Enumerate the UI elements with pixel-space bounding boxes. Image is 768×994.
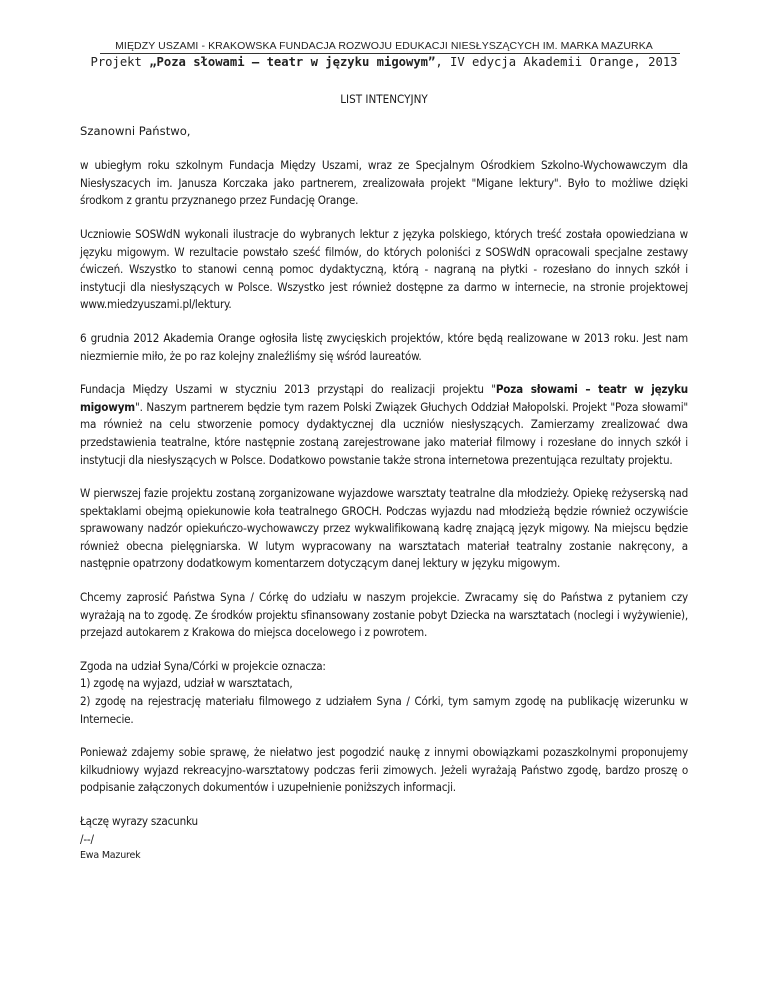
letter-body [80, 91, 688, 864]
signature-mark: /--/ [80, 831, 94, 846]
project-prefix: Projekt [90, 55, 150, 69]
paragraph-4-start: Fundacja Między Uszami w styczniu 2013 przystąpi do realizacji projektu " [80, 382, 496, 397]
closing-block [80, 813, 688, 864]
consent-item-2: 2) zgodę na rejestrację materiału filmowego z udziałem Syna / Córki, tym samym zgodę na publikację wizerunku w Internecie. [80, 694, 688, 726]
organization-header: MIĘDZY USZAMI - KRAKOWSKA FUNDACJA ROZWOJU EDUKACJI NIESŁYSZĄCYCH IM. MARKA MAZURKA [115, 40, 653, 52]
letter-title: LIST INTENCYJNY [340, 92, 428, 106]
paragraph-4-end: ". Naszym partnerem będzie tym razem Polski Związek Głuchych Oddział Małopolski. Projekt "Poza słowami" ma również na celu stworzenie pomocy dydaktycznej dla uczniów niesłyszących. Zamierzamy zrealizować dwa przedstawienia teatralne, które następnie zostaną zarejestrowane jako materiał filmowy i rozesłane do innych szkół i instytucji dla niesłyszących w Polsce. Dodatkowo powstanie także strona internetowa prezentująca rezultaty projektu. [80, 399, 688, 467]
signer-name: Ewa Mazurek [80, 850, 141, 862]
project-name-bold: Poza słowami – teatr w języku migowym [80, 382, 688, 414]
project-title: „Poza słowami – teatr w języku migowym” [149, 55, 436, 69]
consent-item-1: 1) zgodę na wyjazd, udział w warsztatach, [80, 676, 293, 691]
consent-block [80, 658, 688, 728]
paragraph-5: W pierwszej fazie projektu zostaną zorganizowane wyjazdowe warsztaty teatralne dla młodzieży. Opiekę reżyserską nad spektaklami obejmą opiekunowie koła teatralnego GROCH. Podczas wyjazdu nad młodzieżą będzie również oczywiście sprawowany nadzór opiekuńczo-wychowawczy przez wykwalifikowaną kadrę znającą język migowy. Na miejscu będzie również obecna pielęgniarska. W lutym wypracowany na warsztatach materiał teatralny zostanie nakręcony, a następnie opatrzony dodatkowym komentarzem dotyczącym danej lektury w języku migowym. [80, 486, 688, 571]
paragraph-3: 6 grudnia 2012 Akademia Orange ogłosiła listę zwycięskich projektów, które będą realizowane w 2013 roku. Jest nam niezmiernie miło, że po raz kolejny znaleźliśmy się wśród laureatów. [80, 330, 688, 363]
project-header [0, 55, 768, 69]
paragraph-6: Chcemy zaprosić Państwa Syna / Córkę do udziału w naszym projekcie. Zwracamy się do Państwa z pytaniem czy wyrażają na to zgodę. Ze środków projektu sfinansowany zostanie pobyt Dziecka na warsztatach (noclegi i wyżywienie), przejazd autokarem z Krakowa do miejsca docelowego i z powrotem. [80, 590, 688, 640]
paragraph-7: Ponieważ zdajemy sobie sprawę, że niełatwo jest pogodzić naukę z innymi obowiązkami pozaszkolnymi proponujemy kilkudniowy wyjazd rekreacyjno-warsztatowy podczas ferii zimowych. Jeżeli wyrażają Państwo zgodę, bardzo proszę o podpisanie załączonych dokumentów i uzupełnienie poniższych informacji. [80, 745, 688, 795]
paragraph-1: w ubiegłym roku szkolnym Fundacja Między Uszami, wraz ze Specjalnym Ośrodkiem Szkolno-Wychowawczym dla Niesłyszacych im. Janusza Korczaka jako partnerem, zrealizowała projekt "Migane lektury". Było to możliwe dzięki środkom z grantu przyznanego przez Fundację Orange. [80, 158, 688, 208]
paragraph-2: Uczniowie SOSWdN wykonali ilustracje do wybranych lektur z języka polskiego, których treść została opowiedziana w języku migowym. W rezultacie powstało sześć filmów, do których poloniści z SOSWdN opracowali specjalne zestawy ćwiczeń. Wszystko to stanowi cenną pomoc dydaktyczną, którą - nagraną na płytki - rozesłano do innych szkół i instytucji dla niesłyszących w Polsce. Wszystko jest również dostępne za darmo w internecie, na stronie projektowej www.miedzyuszami.pl/lektury. [80, 226, 688, 312]
paragraph-4 [80, 381, 688, 469]
greeting: Szanowni Państwo, [80, 123, 191, 138]
header-divider [100, 53, 680, 54]
consent-intro: Zgoda na udział Syna/Córki w projekcie oznacza: [80, 658, 326, 673]
project-suffix: , IV edycja Akademii Orange, 2013 [435, 55, 678, 69]
closing-phrase: Łączę wyrazy szacunku [80, 814, 198, 828]
